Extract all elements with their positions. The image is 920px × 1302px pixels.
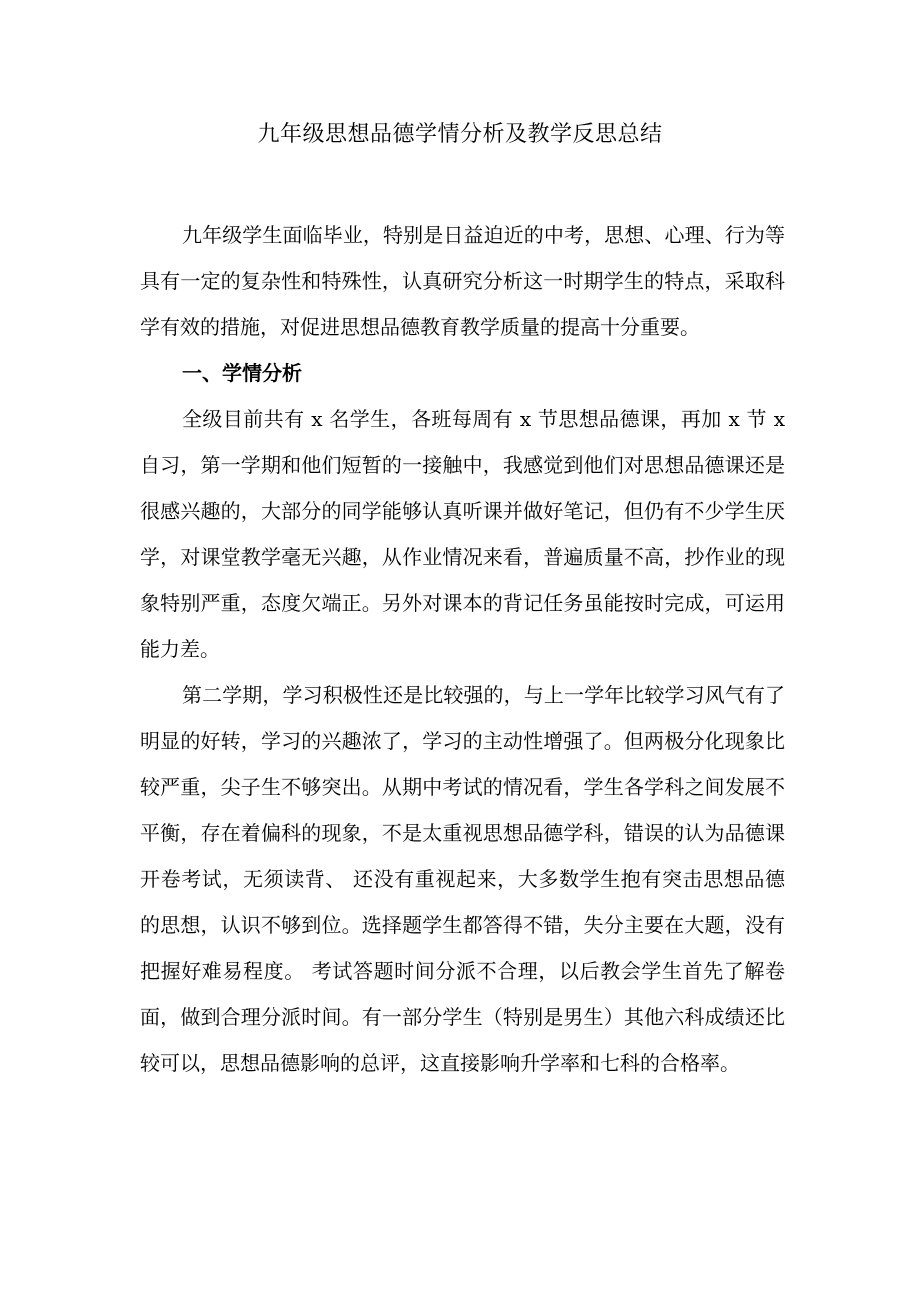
document-body [140, 212, 785, 1086]
intro-paragraph: 九年级学生面临毕业，特别是日益迫近的中考，思想、心理、行为等具有一定的复杂性和特殊性，认真研究分析这一时期学生的特点，采取科学有效的措施，对促进思想品德教育教学质量的提高十分重要。 [140, 223, 785, 339]
paragraph-first-semester: 全级目前共有 x 名学生，各班每周有 x 节思想品德课，再加 x 节 x 自习，第一学期和他们短暂的一接触中，我感觉到他们对思想品德课还是很感兴趣的，大部分的同学能够认真听课并做好笔记，但仍有不少学生厌学，对课堂教学毫无兴趣，从作业情况来看，普遍质量不高，抄作业的现象特别严重，态度欠端正。另外对课本的背记任务虽能按时完成，可运用能力差。 [140, 407, 785, 661]
document-title: 九年级思想品德学情分析及教学反思总结 [257, 122, 663, 147]
section-heading-analysis: 一、学情分析 [182, 361, 302, 385]
paragraph-second-semester: 第二学期，学习积极性还是比较强的，与上一学年比较学习风气有了明显的好转，学习的兴趣浓了，学习的主动性增强了。但两极分化现象比较严重，尖子生不够突出。从期中考试的情况看，学生各学科之间发展不平衡，存在着偏科的现象，不是太重视思想品德学科，错误的认为品德课开卷考试，无须读背、 还没有重视起来，大多数学生抱有突击思想品德的思想，认识不够到位。选择题学生都答得不错，失分主要在大题，没有把握好难易程度。 考试答题时间分派不合理，以后教会学生首先了解卷面，做到合理分派时间。有一部分学生（特别是男生）其他六科成绩还比较可以，思想品德影响的总评，这直接影响升学率和七科的合格率。 [140, 683, 785, 1075]
